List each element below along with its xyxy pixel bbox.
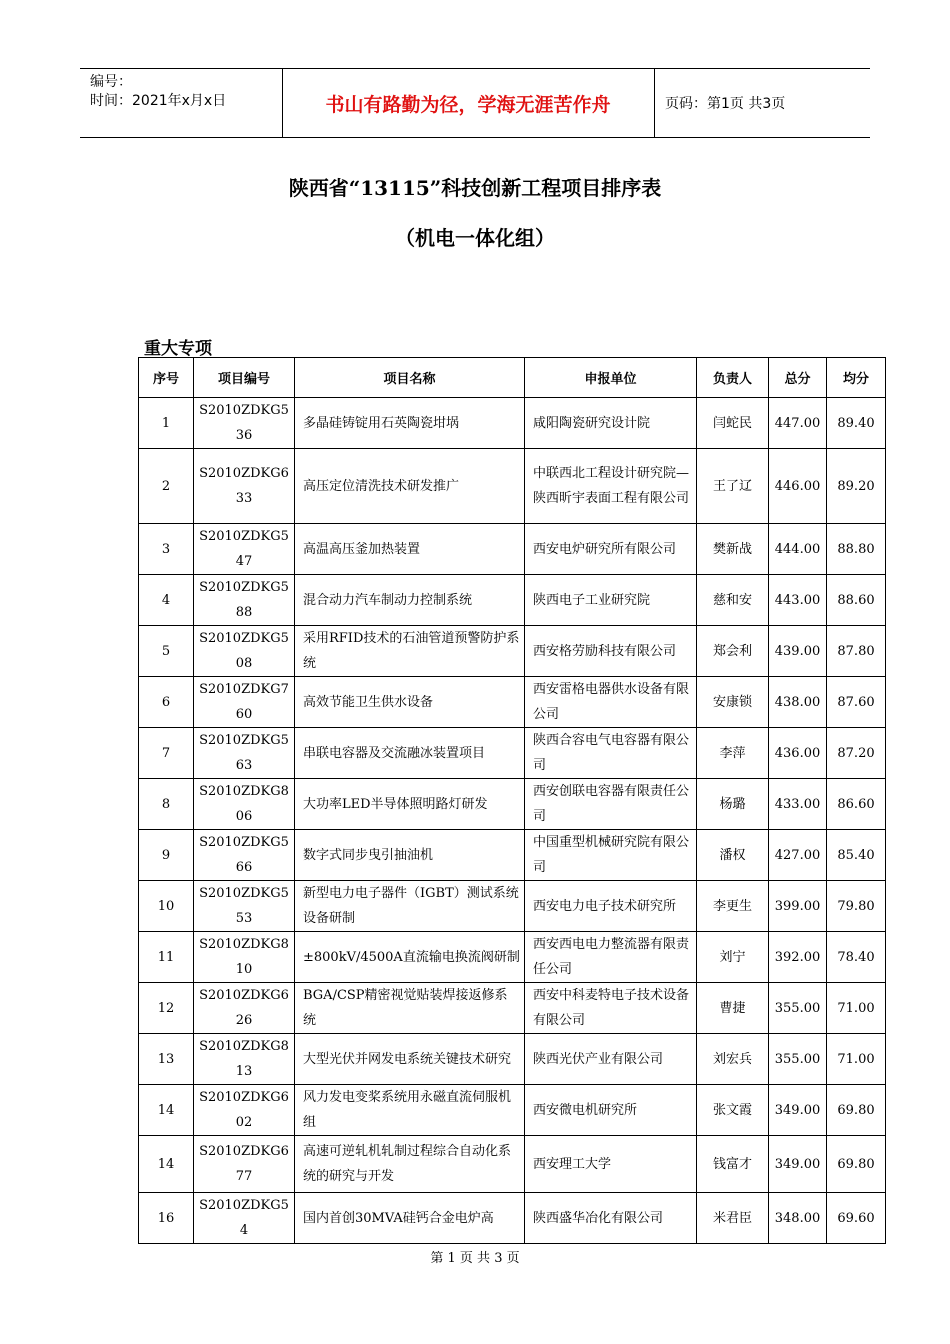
row-index: 5 [139, 626, 194, 677]
applicant-unit: 陕西盛华冶化有限公司 [525, 1193, 697, 1244]
applicant-unit: 西安电力电子技术研究所 [525, 881, 697, 932]
project-name: 串联电容器及交流融冰装置项目 [295, 728, 525, 779]
person-in-charge: 慈和安 [697, 575, 769, 626]
project-code: S2010ZDKG806 [194, 779, 295, 830]
table-row [139, 983, 886, 1034]
project-name: 高速可逆轧机轧制过程综合自动化系统的研究与开发 [295, 1136, 525, 1193]
project-code: S2010ZDKG626 [194, 983, 295, 1034]
row-index: 13 [139, 1034, 194, 1085]
person-in-charge: 潘权 [697, 830, 769, 881]
time-label: 时间：2021年x月x日 [90, 93, 227, 109]
average-score: 86.60 [827, 779, 886, 830]
project-name: ±800kV/4500A直流输电换流阀研制 [295, 932, 525, 983]
person-in-charge: 张文霞 [697, 1085, 769, 1136]
project-code: S2010ZDKG760 [194, 677, 295, 728]
person-in-charge: 樊新战 [697, 524, 769, 575]
applicant-unit: 西安电炉研究所有限公司 [525, 524, 697, 575]
table-row [139, 1136, 886, 1193]
person-in-charge: 刘宁 [697, 932, 769, 983]
total-score: 348.00 [769, 1193, 827, 1244]
total-score: 446.00 [769, 449, 827, 524]
document-header [80, 68, 870, 138]
project-name: 国内首创30MVA硅钙合金电炉高 [295, 1193, 525, 1244]
table-row [139, 830, 886, 881]
row-index: 14 [139, 1085, 194, 1136]
project-name: 高温高压釜加热装置 [295, 524, 525, 575]
applicant-unit: 西安中科麦特电子技术设备有限公司 [525, 983, 697, 1034]
total-score: 436.00 [769, 728, 827, 779]
project-code: S2010ZDKG602 [194, 1085, 295, 1136]
project-name: 混合动力汽车制动力控制系统 [295, 575, 525, 626]
table-header-row [139, 358, 886, 398]
table-row [139, 626, 886, 677]
applicant-unit: 中联西北工程设计研究院—陕西昕宇表面工程有限公司 [525, 449, 697, 524]
average-score: 71.00 [827, 1034, 886, 1085]
table-row [139, 449, 886, 524]
project-code: S2010ZDKG553 [194, 881, 295, 932]
column-header: 项目编号 [194, 358, 295, 398]
page-subtitle: （机电一体化组） [395, 226, 555, 250]
total-score: 349.00 [769, 1085, 827, 1136]
average-score: 69.80 [827, 1085, 886, 1136]
row-index: 7 [139, 728, 194, 779]
table-row [139, 677, 886, 728]
applicant-unit: 咸阳陶瓷研究设计院 [525, 398, 697, 449]
table-body [139, 398, 886, 1244]
table-row [139, 1034, 886, 1085]
column-header: 总分 [769, 358, 827, 398]
code-label: 编号： [90, 74, 132, 90]
project-name: 高效节能卫生供水设备 [295, 677, 525, 728]
total-score: 443.00 [769, 575, 827, 626]
applicant-unit: 陕西光伏产业有限公司 [525, 1034, 697, 1085]
header-meta [90, 73, 226, 111]
applicant-unit: 西安西电电力整流器有限责任公司 [525, 932, 697, 983]
total-score: 447.00 [769, 398, 827, 449]
person-in-charge: 曹捷 [697, 983, 769, 1034]
row-index: 10 [139, 881, 194, 932]
project-code: S2010ZDKG566 [194, 830, 295, 881]
row-index: 12 [139, 983, 194, 1034]
column-header: 均分 [827, 358, 886, 398]
average-score: 87.60 [827, 677, 886, 728]
header-divider [654, 69, 655, 137]
header-page-info: 页码：第1页 共3页 [665, 96, 786, 112]
average-score: 88.80 [827, 524, 886, 575]
project-name: 数字式同步曳引抽油机 [295, 830, 525, 881]
table-row [139, 398, 886, 449]
table-row [139, 779, 886, 830]
applicant-unit: 西安微电机研究所 [525, 1085, 697, 1136]
total-score: 427.00 [769, 830, 827, 881]
table-row [139, 575, 886, 626]
project-name: 采用RFID技术的石油管道预警防护系统 [295, 626, 525, 677]
applicant-unit: 西安创联电容器有限责任公司 [525, 779, 697, 830]
average-score: 79.80 [827, 881, 886, 932]
row-index: 4 [139, 575, 194, 626]
project-code: S2010ZDKG810 [194, 932, 295, 983]
applicant-unit: 西安雷格电器供水设备有限公司 [525, 677, 697, 728]
total-score: 355.00 [769, 983, 827, 1034]
row-index: 16 [139, 1193, 194, 1244]
applicant-unit: 中国重型机械研究院有限公司 [525, 830, 697, 881]
project-name: 大功率LED半导体照明路灯研发 [295, 779, 525, 830]
project-code: S2010ZDKG547 [194, 524, 295, 575]
average-score: 88.60 [827, 575, 886, 626]
table-row [139, 932, 886, 983]
total-score: 439.00 [769, 626, 827, 677]
table-row [139, 1193, 886, 1244]
person-in-charge: 刘宏兵 [697, 1034, 769, 1085]
project-code: S2010ZDKG588 [194, 575, 295, 626]
table-row [139, 881, 886, 932]
table-row [139, 728, 886, 779]
total-score: 433.00 [769, 779, 827, 830]
row-index: 9 [139, 830, 194, 881]
total-score: 392.00 [769, 932, 827, 983]
row-index: 6 [139, 677, 194, 728]
row-index: 8 [139, 779, 194, 830]
table-row [139, 524, 886, 575]
page-footer: 第 1 页 共 3 页 [430, 1251, 520, 1266]
person-in-charge: 安康锁 [697, 677, 769, 728]
average-score: 78.40 [827, 932, 886, 983]
applicant-unit: 西安格劳励科技有限公司 [525, 626, 697, 677]
section-label: 重大专项 [144, 339, 212, 359]
project-name: 大型光伏并网发电系统关键技术研究 [295, 1034, 525, 1085]
project-name: 多晶硅铸锭用石英陶瓷坩埚 [295, 398, 525, 449]
project-name: BGA/CSP精密视觉贴装焊接返修系统 [295, 983, 525, 1034]
project-name: 高压定位清洗技术研发推广 [295, 449, 525, 524]
row-index: 1 [139, 398, 194, 449]
project-code: S2010ZDKG633 [194, 449, 295, 524]
average-score: 87.80 [827, 626, 886, 677]
project-code: S2010ZDKG677 [194, 1136, 295, 1193]
project-code: S2010ZDKG536 [194, 398, 295, 449]
column-header: 负责人 [697, 358, 769, 398]
person-in-charge: 闫蛇民 [697, 398, 769, 449]
average-score: 89.20 [827, 449, 886, 524]
column-header: 项目名称 [295, 358, 525, 398]
average-score: 69.80 [827, 1136, 886, 1193]
applicant-unit: 西安理工大学 [525, 1136, 697, 1193]
total-score: 438.00 [769, 677, 827, 728]
person-in-charge: 米君臣 [697, 1193, 769, 1244]
person-in-charge: 李萍 [697, 728, 769, 779]
person-in-charge: 李更生 [697, 881, 769, 932]
project-code: S2010ZDKG54 [194, 1193, 295, 1244]
applicant-unit: 陕西电子工业研究院 [525, 575, 697, 626]
column-header: 序号 [139, 358, 194, 398]
average-score: 71.00 [827, 983, 886, 1034]
average-score: 69.60 [827, 1193, 886, 1244]
average-score: 87.20 [827, 728, 886, 779]
total-score: 349.00 [769, 1136, 827, 1193]
person-in-charge: 王了辽 [697, 449, 769, 524]
project-code: S2010ZDKG813 [194, 1034, 295, 1085]
header-motto: 书山有路勤为径，学海无涯苦作舟 [325, 93, 611, 116]
total-score: 444.00 [769, 524, 827, 575]
ranking-table [138, 357, 886, 1244]
row-index: 14 [139, 1136, 194, 1193]
average-score: 85.40 [827, 830, 886, 881]
project-name: 风力发电变桨系统用永磁直流伺服机组 [295, 1085, 525, 1136]
row-index: 3 [139, 524, 194, 575]
table-row [139, 1085, 886, 1136]
total-score: 399.00 [769, 881, 827, 932]
applicant-unit: 陕西合容电气电容器有限公司 [525, 728, 697, 779]
total-score: 355.00 [769, 1034, 827, 1085]
average-score: 89.40 [827, 398, 886, 449]
project-code: S2010ZDKG508 [194, 626, 295, 677]
person-in-charge: 杨璐 [697, 779, 769, 830]
page-title: 陕西省“13115”科技创新工程项目排序表 [288, 176, 662, 200]
person-in-charge: 郑会利 [697, 626, 769, 677]
project-code: S2010ZDKG563 [194, 728, 295, 779]
project-name: 新型电力电子器件（IGBT）测试系统设备研制 [295, 881, 525, 932]
row-index: 2 [139, 449, 194, 524]
column-header: 申报单位 [525, 358, 697, 398]
person-in-charge: 钱富才 [697, 1136, 769, 1193]
row-index: 11 [139, 932, 194, 983]
